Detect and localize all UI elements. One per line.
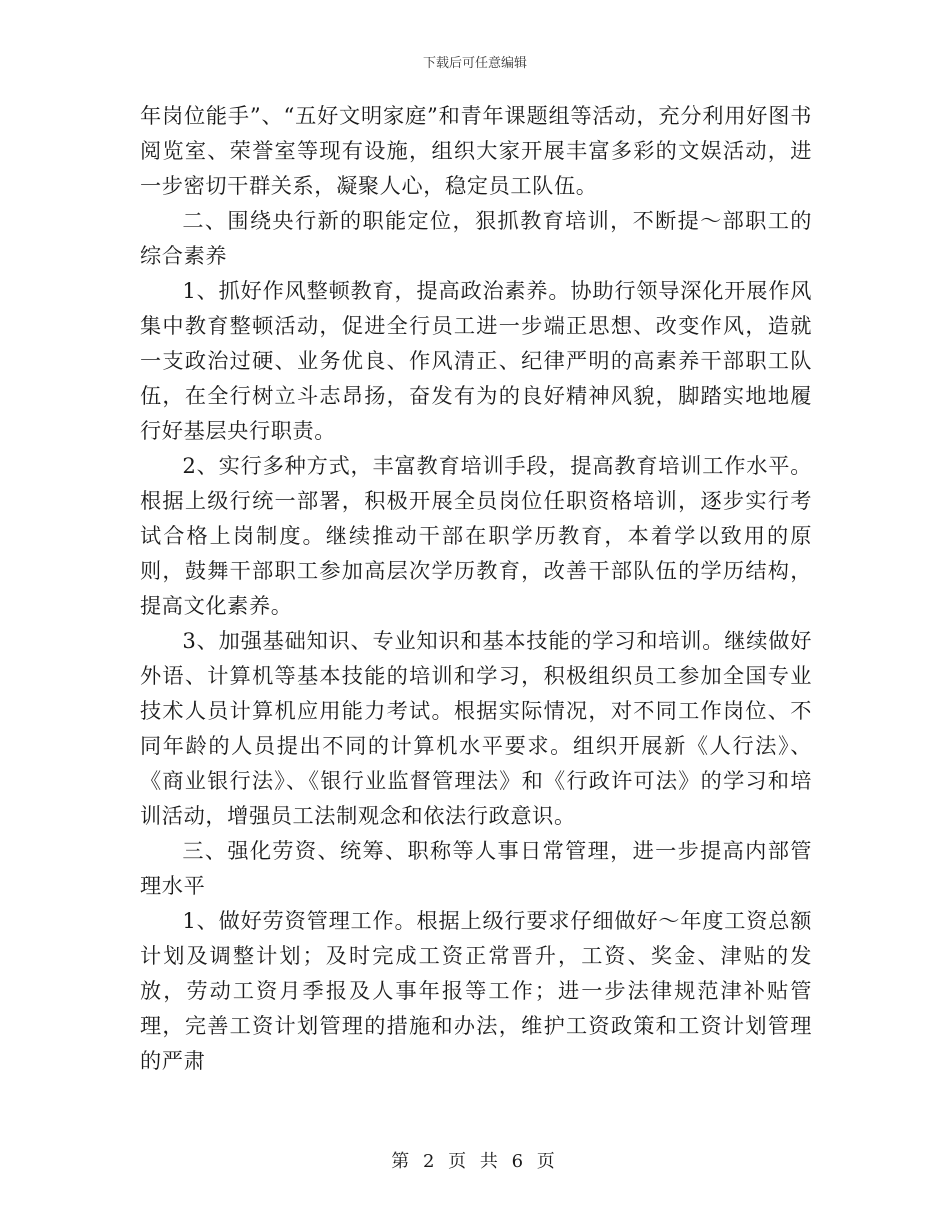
- paragraph-1: 年岗位能手”、“五好文明家庭”和青年课题组等活动，充分利用好图书阅览室、荣誉室等现有设施，组织大家开展丰富多彩的文娱活动，进一步密切干群关系，凝聚人心，稳定员工队伍。: [140, 103, 812, 198]
- paragraph-2-3: 3、加强基础知识、专业知识和基本技能的学习和培训。继续做好外语、计算机等基本技能的培训和学习，积极组织员工参加全国专业技术人员计算机应用能力考试。根据实际情况，对不同工作岗位、不同年龄的人员提出不同的计算机水平要求。组织开展新《人行法》、《商业银行法》、《银行业监督管理法》和《行政许可法》的学习和培训活动，增强员工法制观念和依法行政意识。: [140, 628, 812, 828]
- paragraph-3-1: 1、做好劳资管理工作。根据上级行要求仔细做好～年度工资总额计划及调整计划；及时完成工资正常晋升，工资、奖金、津贴的发放，劳动工资月季报及人事年报等工作；进一步法律规范津补贴管理，完善工资计划管理的措施和办法，维护工资政策和工资计划管理的严肃: [140, 908, 812, 1073]
- section-heading-2: 二、围绕央行新的职能定位，狠抓教育培训，不断提～部职工的综合素养: [140, 208, 812, 268]
- page-header: 下载后可任意编辑: [422, 56, 527, 71]
- document-body: [140, 98, 812, 1078]
- paragraph-2-1: 1、抓好作风整顿教育，提高政治素养。协助行领导深化开展作风集中教育整顿活动，促进全行员工进一步端正思想、改变作风，造就一支政治过硬、业务优良、作风清正、纪律严明的高素养干部职工队伍，在全行树立斗志昂扬，奋发有为的良好精神风貌，脚踏实地地履行好基层央行职责。: [140, 278, 812, 443]
- page-number: 第 2 页 共 6 页: [391, 1151, 559, 1172]
- section-heading-3: 三、强化劳资、统筹、职称等人事日常管理，进一步提高内部管理水平: [140, 838, 812, 898]
- paragraph-2-2: 2、实行多种方式，丰富教育培训手段，提高教育培训工作水平。根据上级行统一部署，积极开展全员岗位任职资格培训，逐步实行考试合格上岗制度。继续推动干部在职学历教育，本着学以致用的原则，鼓舞干部职工参加高层次学历教育，改善干部队伍的学历结构，提高文化素养。: [140, 453, 812, 618]
